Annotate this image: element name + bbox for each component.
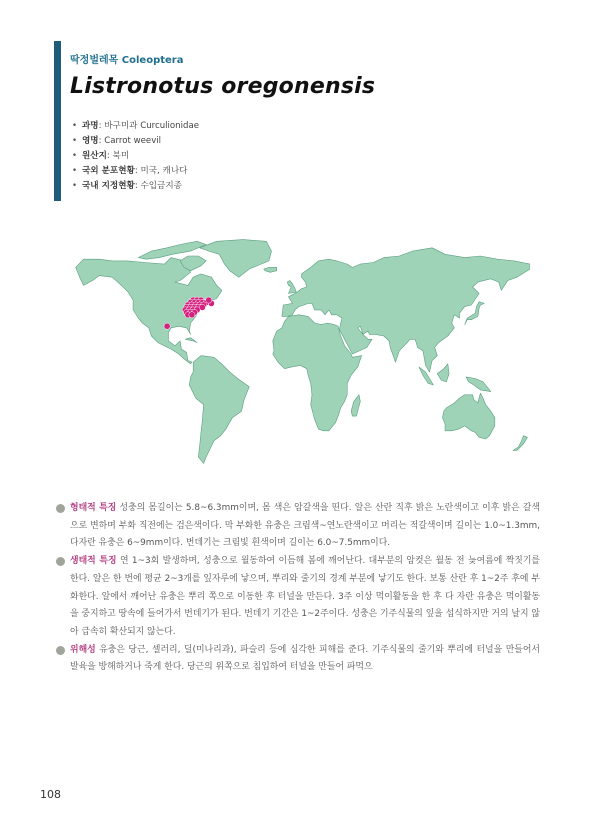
info-key: 국외 분포현황	[82, 166, 135, 176]
info-item-english-name: • 영명: Carrot weevil	[72, 136, 162, 146]
species-header	[54, 41, 534, 201]
land-greenland	[200, 240, 272, 278]
land-iceland	[264, 267, 277, 272]
land-cuba	[185, 338, 197, 343]
distribution-map	[60, 238, 530, 470]
morphology-section	[56, 500, 540, 553]
info-value: 미국, 캐나다	[140, 166, 188, 176]
land-indonesia-sumatra	[419, 367, 433, 385]
occurrence-marker	[206, 297, 212, 303]
land-madagascar	[351, 395, 360, 416]
info-item-designation: • 국내 지정현황: 수입금지종	[72, 181, 182, 191]
world-map-svg	[60, 238, 530, 470]
info-key: 원산지	[82, 151, 107, 161]
section-term: 위해성	[70, 644, 96, 655]
info-key: 국내 지정현황	[82, 181, 135, 191]
land-australia	[443, 393, 495, 439]
info-value: 수입금지종	[140, 181, 182, 191]
land-new-guinea	[466, 377, 491, 392]
info-value: 바구미과 Curculionidae	[104, 121, 200, 131]
bullet-dot	[56, 646, 65, 655]
section-text: 유충은 당근, 셀러리, 딜(미나리과), 파슬리 등에 심각한 피해를 준다. 기주식물의 줄기와 뿌리에 터널을 만들어서 발육을 방해하거나 죽게 한다. 당근의 위쪽으로 침입하여 터널을 만들어 파먹으	[70, 644, 540, 673]
land-new-zealand	[513, 436, 527, 451]
bullet-dot	[56, 557, 65, 566]
land-indonesia-borneo	[437, 364, 449, 382]
bullet-dot	[56, 504, 65, 513]
species-info-list	[72, 119, 199, 194]
page-number: 108	[40, 788, 61, 801]
species-title: Listronotus oregonensis	[70, 74, 376, 99]
order-label: 딱정벌레목 Coleoptera	[70, 55, 184, 66]
accent-bar	[54, 41, 61, 201]
description-body	[56, 500, 540, 677]
info-item-distribution: • 국외 분포현황: 미국, 캐나다	[72, 166, 188, 176]
ecology-section	[56, 553, 540, 642]
section-term: 형태적 특징	[70, 503, 117, 513]
land-south-america	[189, 356, 249, 464]
section-text: 연 1~3회 발생하며, 성충으로 월동하여 이듬해 봄에 깨어난다. 대부분의 암컷은 월동 전 늦여름에 짝짓기를 한다. 알은 한 번에 평균 2~3개를 잎자루에 낳으며, 뿌리와 줄기의 경계 부분에 낳기도 한다. 보통 산란 후 1~2주 후에 부화한다. 알에서 깨어난 유충은 뿌리 쪽으로 이동한 후 터널을 만든다. 3주 이상 먹이활동을 한 후 다 자란 유충은 먹이활동을 중지하고 땅속에 들어가서 번데기가 된다. 번데기 기간은 1~2주이다. 성충은 기주식물의 잎을 섭식하지만 거의 날지 않아 급속히 확산되지 않는다.	[70, 556, 540, 637]
info-value: Carrot weevil	[104, 136, 162, 146]
info-value: 북미	[112, 151, 130, 161]
occurrence-marker	[189, 312, 195, 318]
info-item-origin: • 원산지: 북미	[72, 151, 130, 161]
land-masses	[76, 240, 530, 464]
info-key: 영명	[82, 136, 99, 146]
occurrence-marker	[164, 323, 170, 329]
land-uk	[287, 281, 296, 294]
section-text: 성충의 몸길이는 5.8~6.3mm이며, 몸 색은 암갈색을 띤다. 알은 산란 직후 밝은 노란색이고 이후 밝은 갈색으로 변하며 부화 직전에는 검은색이다. 막 부화한 유충은 크림색~연노란색이고 머리는 적갈색이며 길이는 1.0~1.3mm, 다자란 유충은 6~9mm이다. 번데기는 크림빛 흰색이며 길이는 6.0~7.5mm이다.	[70, 503, 540, 549]
info-item-family: • 과명: 바구미과 Curculionidae	[72, 121, 200, 131]
info-key: 과명	[82, 121, 99, 131]
risk-section	[56, 642, 540, 677]
section-term: 생태적 특징	[70, 556, 117, 567]
